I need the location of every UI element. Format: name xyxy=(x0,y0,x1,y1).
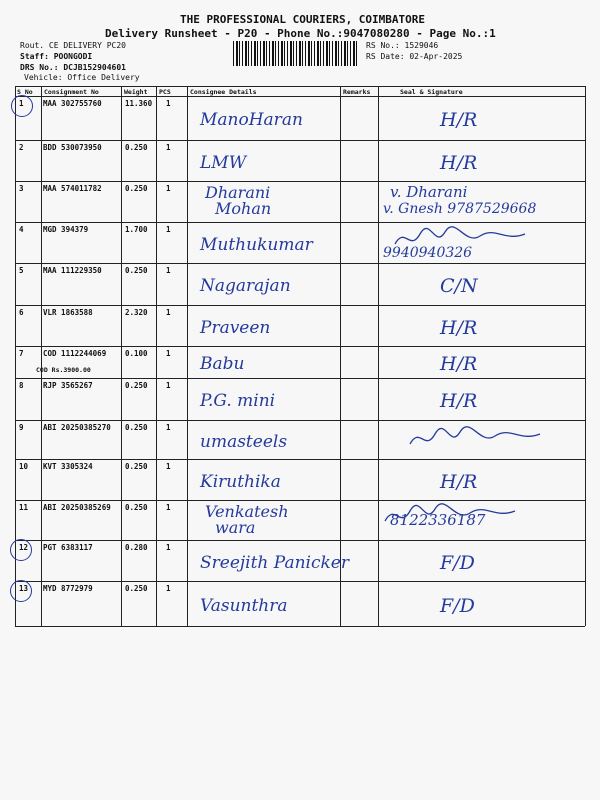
circle-mark xyxy=(10,539,32,561)
header-bottom-border xyxy=(15,96,585,97)
row-divider xyxy=(15,420,585,421)
row-divider xyxy=(15,346,585,347)
row-consignment-no: RJP 3565267 xyxy=(43,381,93,390)
column-divider xyxy=(340,86,341,626)
row-divider xyxy=(15,581,585,582)
table-top-border xyxy=(15,86,585,87)
col-header-consignment: Consignment No xyxy=(44,88,99,96)
row-pcs: 1 xyxy=(166,584,171,593)
row-pcs: 1 xyxy=(166,503,171,512)
row-weight: 0.250 xyxy=(125,503,148,512)
row-sno: 7 xyxy=(19,349,24,358)
row-weight: 0.250 xyxy=(125,462,148,471)
vehicle-label: Vehicle: Office Delivery xyxy=(24,73,140,82)
consignee-name-line2: wara xyxy=(215,518,256,537)
row-pcs: 1 xyxy=(166,99,171,108)
consignee-name: Muthukumar xyxy=(200,234,313,255)
seal-signature: F/D xyxy=(440,551,475,574)
consignee-name: umasteels xyxy=(200,431,288,452)
row-weight: 1.700 xyxy=(125,225,148,234)
rs-date: RS Date: 02-Apr-2025 xyxy=(366,52,463,61)
row-pcs: 1 xyxy=(166,225,171,234)
row-pcs: 1 xyxy=(166,462,171,471)
row-cod-note: COD Rs.3900.00 xyxy=(36,366,91,374)
seal-signature: F/D xyxy=(440,594,475,617)
consignee-name: Nagarajan xyxy=(200,276,291,296)
consignee-name: P.G. mini xyxy=(200,391,276,411)
seal-signature: H/R xyxy=(440,353,478,375)
seal-signature: H/R xyxy=(440,109,478,131)
barcode xyxy=(233,41,358,66)
row-consignment-no: MAA 111229350 xyxy=(43,266,102,275)
row-pcs: 1 xyxy=(166,143,171,152)
seal-signature: H/R xyxy=(440,390,478,412)
row-sno: 6 xyxy=(19,308,24,317)
column-divider xyxy=(41,86,42,626)
company-title: THE PROFESSIONAL COURIERS, COIMBATORE xyxy=(180,13,426,26)
consignee-name: Sreejith Panicker xyxy=(200,552,349,573)
row-consignment-no: ABI 20250385270 xyxy=(43,423,111,432)
row-sno: 4 xyxy=(19,225,24,234)
col-header-sno: S No xyxy=(17,88,33,96)
row-sno: 12 xyxy=(19,543,29,552)
row-divider xyxy=(15,378,585,379)
signature-scribble xyxy=(380,501,520,531)
consignee-name: Venkatesh xyxy=(205,502,289,521)
signature-scribble xyxy=(390,224,530,254)
row-weight: 0.280 xyxy=(125,543,148,552)
row-consignment-no: VLR 1863588 xyxy=(43,308,93,317)
seal-signature: H/R xyxy=(440,151,478,174)
row-pcs: 1 xyxy=(166,308,171,317)
row-divider xyxy=(15,222,585,223)
consignee-name: Praveen xyxy=(200,317,271,338)
row-divider xyxy=(15,263,585,264)
row-weight: 11.360 xyxy=(125,99,153,108)
row-consignment-no: KVT 3305324 xyxy=(43,462,93,471)
row-consignment-no: MGD 394379 xyxy=(43,225,89,234)
row-consignment-no: MAA 302755760 xyxy=(43,99,102,108)
row-weight: 2.320 xyxy=(125,308,148,317)
row-pcs: 1 xyxy=(166,543,171,552)
row-sno: 8 xyxy=(19,381,24,390)
row-consignment-no: PGT 6383117 xyxy=(43,543,93,552)
consignee-name: Vasunthra xyxy=(200,595,288,616)
seal-signature-line2: 9940940326 xyxy=(383,244,473,261)
row-sno: 3 xyxy=(19,184,24,193)
row-divider xyxy=(15,540,585,541)
column-divider xyxy=(585,86,586,626)
row-divider xyxy=(15,459,585,460)
row-weight: 0.250 xyxy=(125,184,148,193)
seal-signature: H/R xyxy=(440,470,478,493)
row-divider xyxy=(15,140,585,141)
row-sno: 11 xyxy=(19,503,29,512)
seal-signature: 8122336187 xyxy=(390,511,486,529)
seal-signature: H/R xyxy=(440,316,478,339)
signature-scribble xyxy=(405,424,545,454)
row-consignment-no: BDD 530073950 xyxy=(43,143,102,152)
circle-mark xyxy=(11,95,33,117)
seal-signature: C/N xyxy=(440,275,478,297)
consignee-name: Dharani xyxy=(205,183,271,202)
staff-label: Staff: POONGODI xyxy=(20,52,93,61)
row-pcs: 1 xyxy=(166,184,171,193)
row-pcs: 1 xyxy=(166,381,171,390)
col-header-remarks: Remarks xyxy=(343,88,371,96)
col-header-consignee: Consignee Details xyxy=(190,88,257,96)
row-divider xyxy=(15,305,585,306)
row-sno: 10 xyxy=(19,462,29,471)
row-sno: 13 xyxy=(19,584,29,593)
row-weight: 0.250 xyxy=(125,143,148,152)
consignee-name: LMW xyxy=(200,152,247,173)
column-divider xyxy=(156,86,157,626)
consignee-name: ManoHaran xyxy=(200,110,303,130)
consignee-name: Kiruthika xyxy=(200,471,281,492)
rs-number: RS No.: 1529046 xyxy=(366,41,439,50)
seal-signature-line2: v. Gnesh 9787529668 xyxy=(383,201,537,217)
route-label: Rout. CE DELIVERY PC20 xyxy=(20,41,126,50)
row-pcs: 1 xyxy=(166,266,171,275)
column-divider xyxy=(187,86,188,626)
consignee-name: Babu xyxy=(200,354,245,374)
col-header-weight: Weight xyxy=(124,88,148,96)
row-consignment-no: ABI 20250385269 xyxy=(43,503,111,512)
row-sno: 2 xyxy=(19,143,24,152)
seal-signature: v. Dharani xyxy=(390,183,468,201)
circle-mark xyxy=(10,580,32,602)
row-weight: 0.250 xyxy=(125,381,148,390)
consignee-name-line2: Mohan xyxy=(215,199,272,218)
col-header-signature: Seal & Signature xyxy=(400,88,463,96)
row-sno: 1 xyxy=(19,99,24,108)
row-consignment-no: MYD 8772979 xyxy=(43,584,93,593)
row-weight: 0.250 xyxy=(125,584,148,593)
row-sno: 5 xyxy=(19,266,24,275)
runsheet-title: Delivery Runsheet - P20 - Phone No.:9047080280 - Page No.:1 xyxy=(105,27,496,40)
row-pcs: 1 xyxy=(166,423,171,432)
column-divider xyxy=(378,86,379,626)
row-weight: 0.250 xyxy=(125,423,148,432)
col-header-pcs: PCS xyxy=(159,88,171,96)
column-divider xyxy=(121,86,122,626)
row-divider xyxy=(15,626,585,627)
row-sno: 9 xyxy=(19,423,24,432)
drs-label: DRS No.: DCJB152904601 xyxy=(20,63,126,72)
row-divider xyxy=(15,181,585,182)
row-consignment-no: COD 1112244069 xyxy=(43,349,107,358)
row-consignment-no: MAA 574011782 xyxy=(43,184,102,193)
row-pcs: 1 xyxy=(166,349,171,358)
row-weight: 0.250 xyxy=(125,266,148,275)
row-weight: 0.100 xyxy=(125,349,148,358)
